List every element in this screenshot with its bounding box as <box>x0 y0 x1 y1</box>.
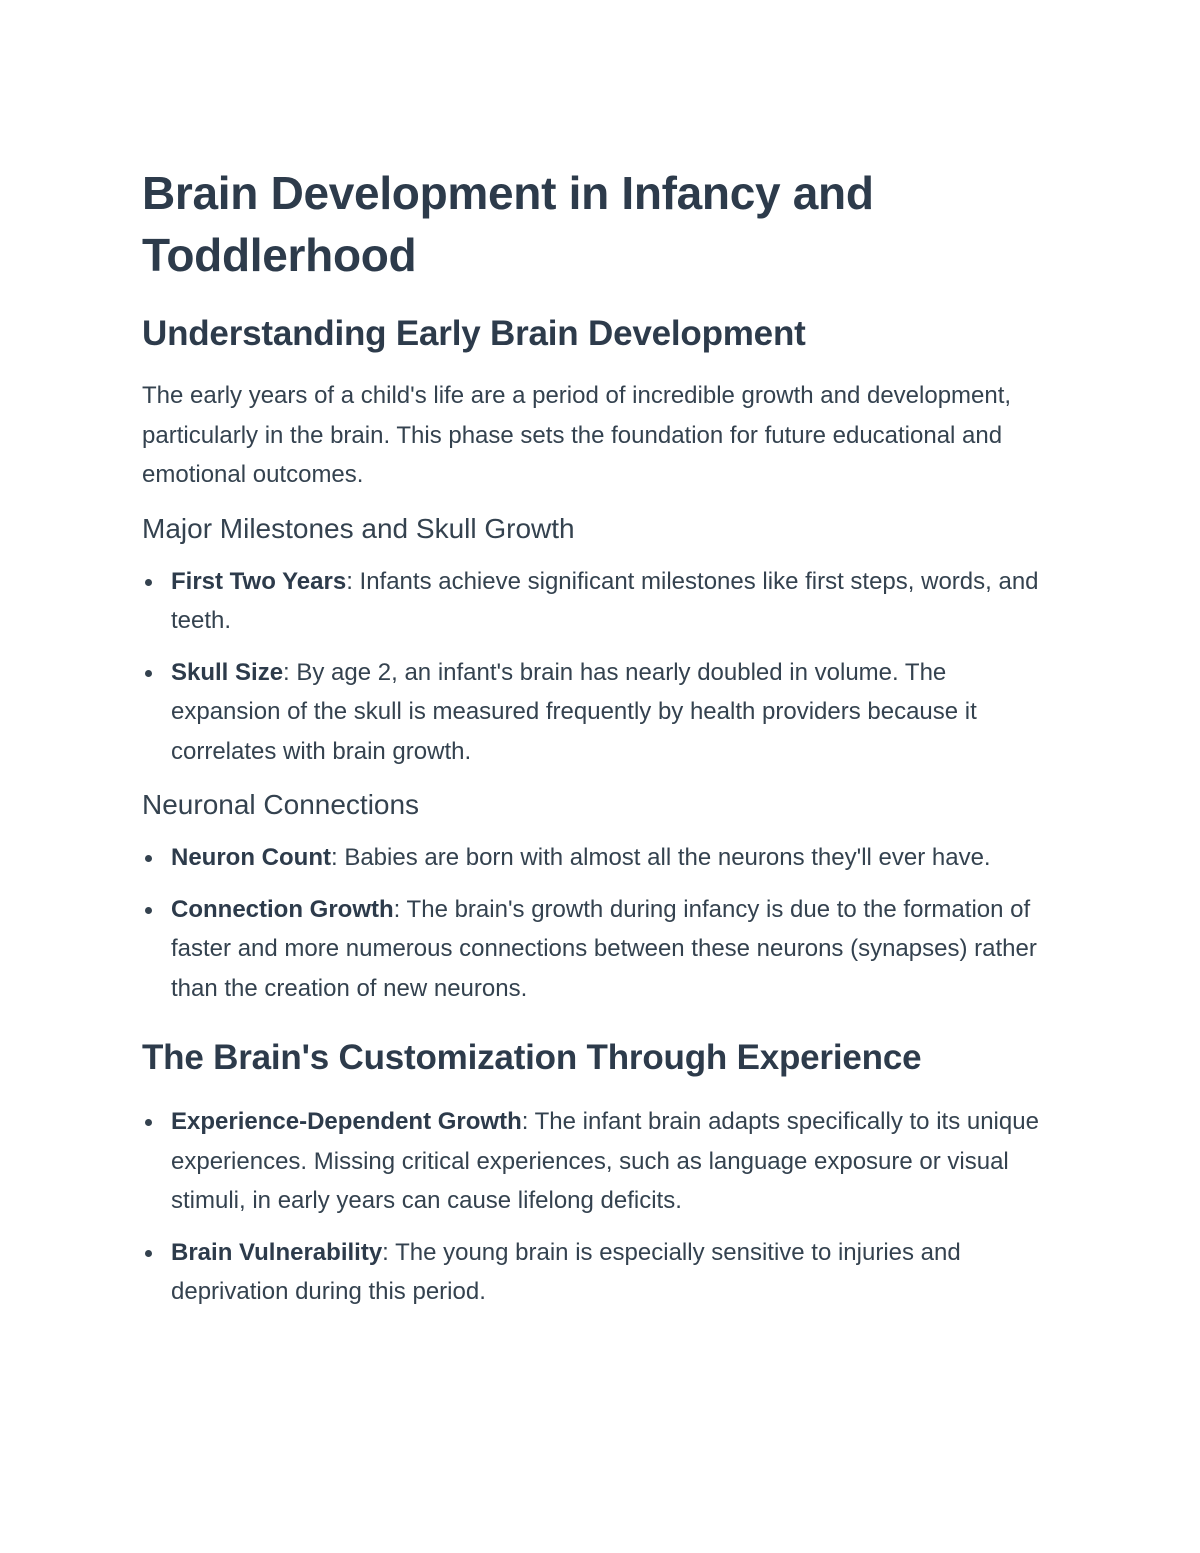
list-item-text: : The young brain is especially sensitive to injuries and deprivation during this period. <box>171 1238 961 1305</box>
list-item-term: Experience-Dependent Growth <box>171 1108 522 1135</box>
list-item <box>142 1233 1062 1312</box>
customization-list <box>142 1102 1062 1312</box>
list-item <box>142 890 1062 1009</box>
list-item-term: First Two Years <box>171 567 347 595</box>
bullet-icon <box>145 670 152 677</box>
list-item-text: : Infants achieve significant milestones like first steps, words, and teeth. <box>171 567 1039 634</box>
list-item <box>142 1102 1062 1221</box>
document-page <box>142 162 1062 1312</box>
list-item-term: Connection Growth <box>171 895 394 923</box>
subsection-heading-neuronal-connections: Neuronal Connections <box>142 789 420 820</box>
bullet-icon <box>145 579 152 586</box>
list-item <box>142 838 1062 878</box>
list-item <box>142 653 1062 772</box>
section-heading-early-brain-development: Understanding Early Brain Development <box>142 314 806 353</box>
milestones-list <box>142 562 1062 772</box>
list-item-text: : The brain's growth during infancy is due to the formation of faster and more numerous connections between these neurons (synapses) rather than the creation of new neurons. <box>171 895 1037 1002</box>
subsection-heading-milestones: Major Milestones and Skull Growth <box>142 512 575 544</box>
bullet-icon <box>145 855 152 862</box>
section-heading-customization: The Brain's Customization Through Experience <box>142 1038 922 1077</box>
intro-paragraph: The early years of a child's life are a period of incredible growth and development, particularly in the brain. This phase sets the foundation for future educational and emotional outcomes. <box>142 382 1012 488</box>
list-item <box>142 562 1062 641</box>
list-item-term: Brain Vulnerability <box>171 1238 383 1266</box>
list-item-term: Skull Size <box>171 658 284 686</box>
list-item-text: : The infant brain adapts specifically to its unique experiences. Missing critical experiences, such as language exposure or visual stimuli, in early years can cause lifelong deficits. <box>171 1108 1039 1214</box>
bullet-icon <box>145 1119 152 1126</box>
list-item-text: : By age 2, an infant's brain has nearly doubled in volume. The expansion of the skull is measured frequently by health providers because it correlates with brain growth. <box>171 658 977 765</box>
list-item-text: : Babies are born with almost all the neurons they'll ever have. <box>330 844 991 871</box>
bullet-icon <box>145 1250 152 1257</box>
list-item-term: Neuron Count <box>171 844 331 871</box>
bullet-icon <box>145 907 152 914</box>
neuronal-connections-list <box>142 838 1062 1008</box>
document-title: Brain Development in Infancy and Toddlerhood <box>142 167 874 281</box>
